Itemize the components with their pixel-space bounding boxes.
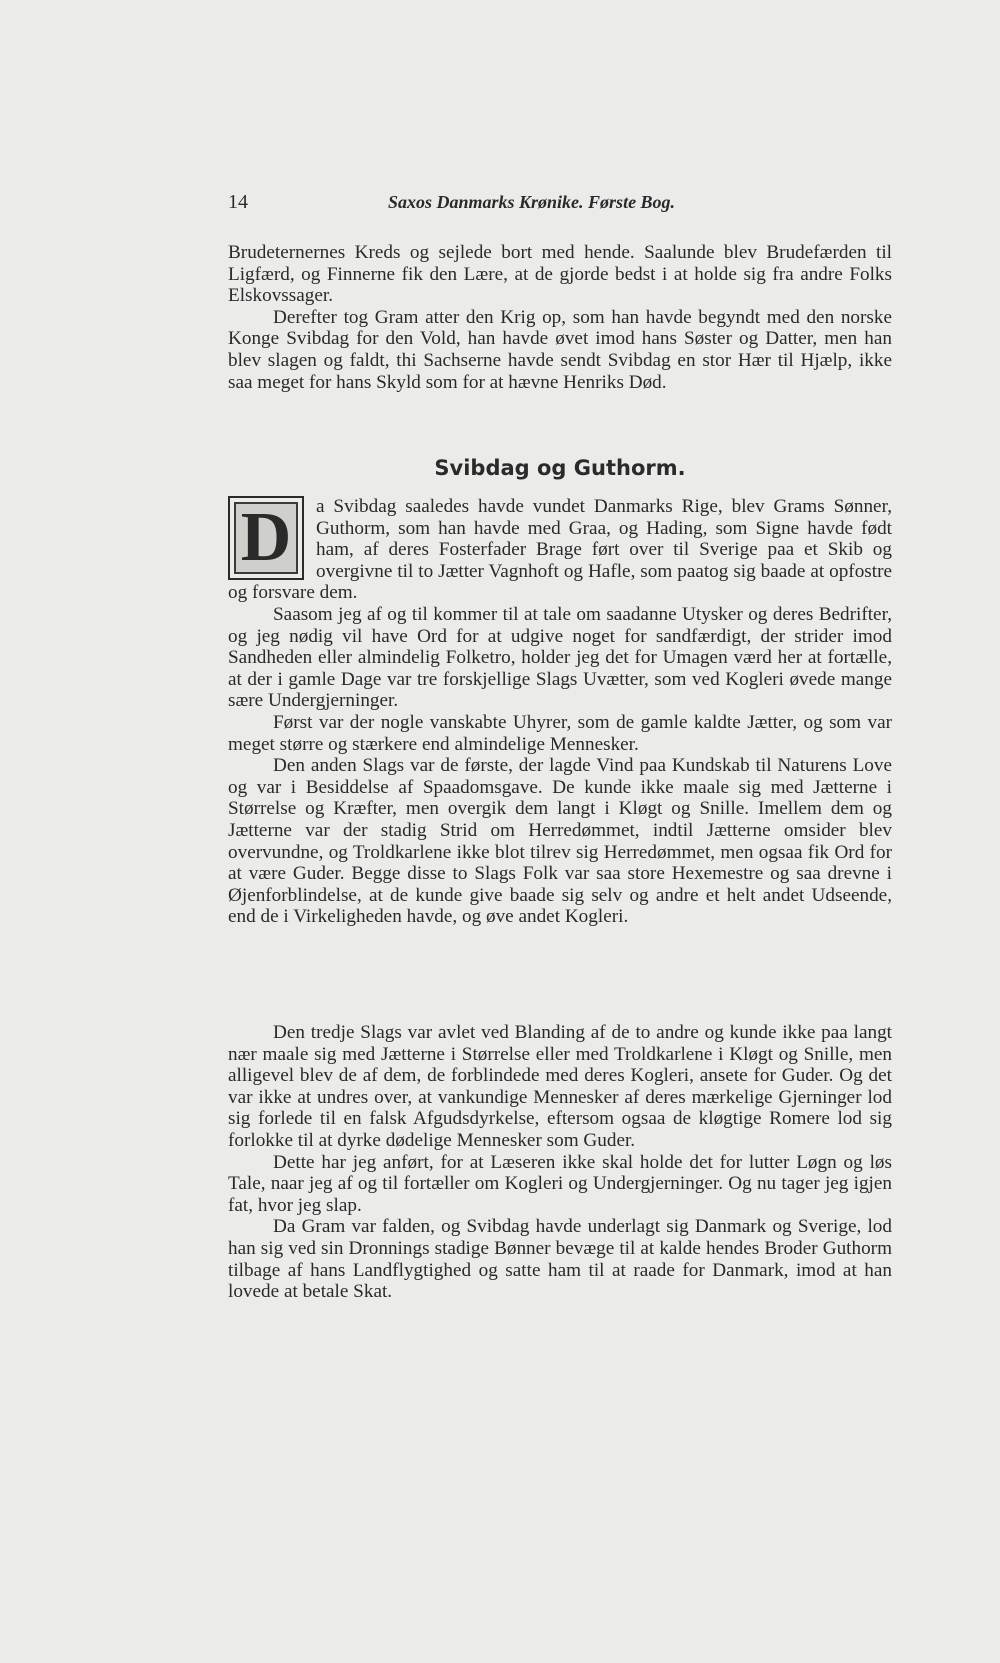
paragraph: Saasom jeg af og til kommer til at tale om saadanne Utysker og deres Bedrifter, og jeg nødig vil have Ord for at udgive noget for sandfærdigt, der strider imod Sandheden eller almindelig Folketro, holder jeg det for Umagen værd her at fortælle, at der i gamle Dage var tre forskjellige Slags Uvætter, som ved Kogleri øvede mange sære Undergjerninger. [228,603,892,712]
running-head [228,191,888,217]
text-block-section [228,496,892,928]
paragraph: Dette har jeg anført, for at Læseren ikke skal holde det for lutter Løgn og løs Tale, naar jeg af og til fortæller om Kogleri og Undergjerninger. Og nu tager jeg igjen fat, hvor jeg slap. [228,1151,892,1216]
paragraph: Den tredje Slags var avlet ved Blanding af de to andre og kunde ikke paa langt nær maale sig med Jætterne i Størrelse eller med Troldkarlene i Kløgt og Snille, men alligevel blev de af dem, de forblindede med deres Kogleri, ansete for Guder. Og det var ikke at undres over, at vankundige Mennesker af deres mærkelige Gjerninger lod sig forlede til en falsk Afgudsdyrkelse, eftersom ogsaa de kløgtige Romere lod sig forlokke til at dyrke dødelige Mennesker som Guder. [228,1022,892,1151]
paragraph: Den anden Slags var de første, der lagde Vind paa Kundskab til Naturens Love og var i Besiddelse af Spaadomsgave. De kunde ikke maale sig med Jætterne i Størrelse og Kræfter, men overgik dem langt i Kløgt og Snille. Imellem dem og Jætterne var der stadig Strid om Herredømmet, indtil Jætterne omsider blev overvundne, og Troldkarlene ikke blot tilrev sig Herredømmet, men ogsaa fik Ord for at være Guder. Begge disse to Slags Folk var saa store Hexemestre og saa drevne i Øjenforblindelse, at de kunde give baade sig selv og andre et helt andet Udseende, end de i Virkeligheden havde, og øve andet Kogleri. [228,755,892,928]
paragraph: Brudeternernes Kreds og sejlede bort med hende. Saalunde blev Brudefærden til Ligfærd, og Finnerne fik den Lære, at de gjorde bedst i at holde sig fra andre Folks Elskovssager. [228,242,892,307]
paragraph: Da Gram var falden, og Svibdag havde underlagt sig Danmark og Sverige, lod han sig ved sin Dronnings stadige Bønner bevæge til at kalde hendes Broder Guthorm tilbage af hans Landflygtighed og satte ham til at raade for Danmark, imod at han lovede at betale Skat. [228,1216,892,1303]
paragraph: a Svibdag saaledes havde vundet Danmarks Rige, blev Grams Sønner, Guthorm, som han havde med Graa, og Hading, som Signe havde født ham, af deres Fosterfader Brage ført over til Sverige paa et Skib og overgivne til to Jætter Vagnhoft og Hafle, som paatog sig baade at opfostre og forsvare dem. [228,496,892,604]
page-number: 14 [228,191,248,213]
ornamental-initial: D [228,496,304,580]
paragraph: Først var der nogle vanskabte Uhyrer, som de gamle kaldte Jætter, og som var meget større og stærkere end almindelige Mennesker. [228,711,892,755]
running-title: Saxos Danmarks Krønike. Første Bog. [388,192,676,212]
text-block-continuation [228,1022,892,1303]
paragraph: Derefter tog Gram atter den Krig op, som han havde begyndt med den norske Konge Svibdag for den Vold, han havde øvet imod hans Søster og Datter, men han blev slagen og faldt, thi Sachserne havde sendt Svibdag en stor Hær til Hjælp, ikke saa meget for hans Skyld som for at hævne Henriks Død. [228,306,892,393]
text-block-opening [228,242,892,393]
section-title: Svibdag og Guthorm. [434,456,686,480]
